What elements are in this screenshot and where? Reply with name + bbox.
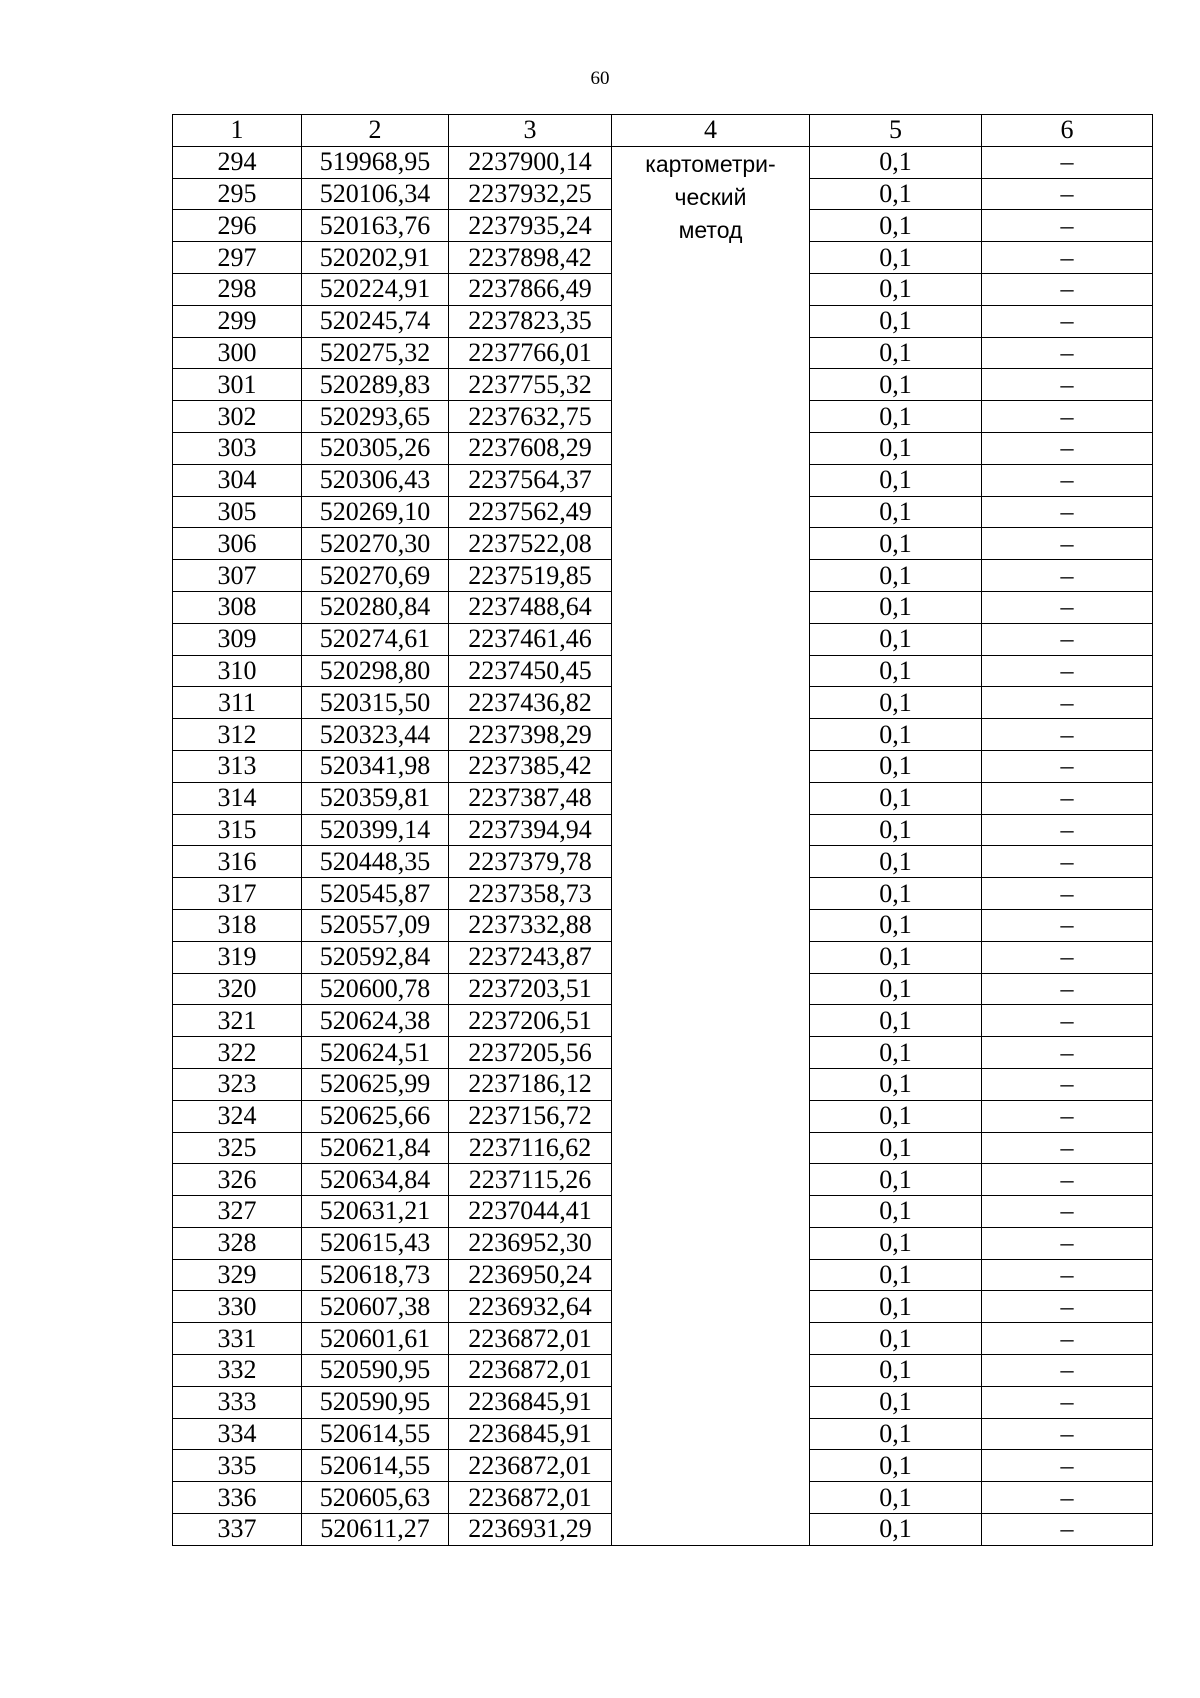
y-coordinate-cell: 2237394,94 xyxy=(449,814,612,846)
accuracy-cell: 0,1 xyxy=(810,846,982,878)
accuracy-cell: 0,1 xyxy=(810,1100,982,1132)
x-coordinate-cell: 520545,87 xyxy=(302,878,449,910)
point-number-cell: 302 xyxy=(173,401,302,433)
y-coordinate-cell: 2237379,78 xyxy=(449,846,612,878)
y-coordinate-cell: 2236872,01 xyxy=(449,1355,612,1387)
accuracy-cell: 0,1 xyxy=(810,305,982,337)
header-cell: 4 xyxy=(612,115,810,147)
note-cell: – xyxy=(982,1164,1153,1196)
accuracy-cell: 0,1 xyxy=(810,146,982,178)
y-coordinate-cell: 2236845,91 xyxy=(449,1386,612,1418)
note-cell: – xyxy=(982,337,1153,369)
point-number-cell: 295 xyxy=(173,178,302,210)
note-cell: – xyxy=(982,878,1153,910)
point-number-cell: 324 xyxy=(173,1100,302,1132)
note-cell: – xyxy=(982,1418,1153,1450)
note-cell: – xyxy=(982,369,1153,401)
x-coordinate-cell: 520298,80 xyxy=(302,655,449,687)
note-cell: – xyxy=(982,941,1153,973)
accuracy-cell: 0,1 xyxy=(810,337,982,369)
accuracy-cell: 0,1 xyxy=(810,178,982,210)
y-coordinate-cell: 2237564,37 xyxy=(449,464,612,496)
point-number-cell: 332 xyxy=(173,1355,302,1387)
x-coordinate-cell: 520601,61 xyxy=(302,1323,449,1355)
x-coordinate-cell: 520557,09 xyxy=(302,909,449,941)
accuracy-cell: 0,1 xyxy=(810,1355,982,1387)
point-number-cell: 297 xyxy=(173,242,302,274)
x-coordinate-cell: 520611,27 xyxy=(302,1514,449,1546)
y-coordinate-cell: 2237488,64 xyxy=(449,591,612,623)
accuracy-cell: 0,1 xyxy=(810,1132,982,1164)
x-coordinate-cell: 520590,95 xyxy=(302,1355,449,1387)
x-coordinate-cell: 520106,34 xyxy=(302,178,449,210)
point-number-cell: 333 xyxy=(173,1386,302,1418)
y-coordinate-cell: 2237823,35 xyxy=(449,305,612,337)
accuracy-cell: 0,1 xyxy=(810,878,982,910)
y-coordinate-cell: 2237522,08 xyxy=(449,528,612,560)
header-cell: 3 xyxy=(449,115,612,147)
note-cell: – xyxy=(982,909,1153,941)
header-row xyxy=(173,115,1153,147)
accuracy-cell: 0,1 xyxy=(810,719,982,751)
accuracy-cell: 0,1 xyxy=(810,1450,982,1482)
x-coordinate-cell: 520289,83 xyxy=(302,369,449,401)
point-number-cell: 326 xyxy=(173,1164,302,1196)
note-cell: – xyxy=(982,782,1153,814)
x-coordinate-cell: 520323,44 xyxy=(302,719,449,751)
method-text-line: ческий xyxy=(674,183,747,210)
y-coordinate-cell: 2236952,30 xyxy=(449,1227,612,1259)
x-coordinate-cell: 520315,50 xyxy=(302,687,449,719)
note-cell: – xyxy=(982,273,1153,305)
x-coordinate-cell: 520614,55 xyxy=(302,1418,449,1450)
x-coordinate-cell: 519968,95 xyxy=(302,146,449,178)
accuracy-cell: 0,1 xyxy=(810,464,982,496)
point-number-cell: 314 xyxy=(173,782,302,814)
note-cell: – xyxy=(982,401,1153,433)
y-coordinate-cell: 2237115,26 xyxy=(449,1164,612,1196)
note-cell: – xyxy=(982,210,1153,242)
y-coordinate-cell: 2237385,42 xyxy=(449,750,612,782)
y-coordinate-cell: 2237387,48 xyxy=(449,782,612,814)
x-coordinate-cell: 520280,84 xyxy=(302,591,449,623)
point-number-cell: 316 xyxy=(173,846,302,878)
method-cell xyxy=(612,146,810,1545)
accuracy-cell: 0,1 xyxy=(810,1196,982,1228)
point-number-cell: 299 xyxy=(173,305,302,337)
point-number-cell: 335 xyxy=(173,1450,302,1482)
x-coordinate-cell: 520399,14 xyxy=(302,814,449,846)
point-number-cell: 318 xyxy=(173,909,302,941)
accuracy-cell: 0,1 xyxy=(810,1386,982,1418)
x-coordinate-cell: 520605,63 xyxy=(302,1482,449,1514)
accuracy-cell: 0,1 xyxy=(810,210,982,242)
accuracy-cell: 0,1 xyxy=(810,1164,982,1196)
note-cell: – xyxy=(982,655,1153,687)
point-number-cell: 323 xyxy=(173,1068,302,1100)
point-number-cell: 329 xyxy=(173,1259,302,1291)
coordinates-table xyxy=(172,114,1153,1546)
note-cell: – xyxy=(982,591,1153,623)
x-coordinate-cell: 520624,38 xyxy=(302,1005,449,1037)
note-cell: – xyxy=(982,1386,1153,1418)
x-coordinate-cell: 520625,66 xyxy=(302,1100,449,1132)
point-number-cell: 322 xyxy=(173,1037,302,1069)
note-cell: – xyxy=(982,1291,1153,1323)
note-cell: – xyxy=(982,814,1153,846)
x-coordinate-cell: 520274,61 xyxy=(302,623,449,655)
accuracy-cell: 0,1 xyxy=(810,782,982,814)
note-cell: – xyxy=(982,496,1153,528)
accuracy-cell: 0,1 xyxy=(810,1227,982,1259)
y-coordinate-cell: 2237900,14 xyxy=(449,146,612,178)
point-number-cell: 309 xyxy=(173,623,302,655)
note-cell: – xyxy=(982,1355,1153,1387)
note-cell: – xyxy=(982,719,1153,751)
page-number: 60 xyxy=(590,68,610,89)
point-number-cell: 334 xyxy=(173,1418,302,1450)
point-number-cell: 311 xyxy=(173,687,302,719)
x-coordinate-cell: 520341,98 xyxy=(302,750,449,782)
note-cell: – xyxy=(982,750,1153,782)
x-coordinate-cell: 520590,95 xyxy=(302,1386,449,1418)
point-number-cell: 319 xyxy=(173,941,302,973)
x-coordinate-cell: 520621,84 xyxy=(302,1132,449,1164)
point-number-cell: 308 xyxy=(173,591,302,623)
point-number-cell: 330 xyxy=(173,1291,302,1323)
note-cell: – xyxy=(982,1037,1153,1069)
y-coordinate-cell: 2237186,12 xyxy=(449,1068,612,1100)
note-cell: – xyxy=(982,305,1153,337)
accuracy-cell: 0,1 xyxy=(810,750,982,782)
accuracy-cell: 0,1 xyxy=(810,973,982,1005)
x-coordinate-cell: 520615,43 xyxy=(302,1227,449,1259)
x-coordinate-cell: 520270,69 xyxy=(302,560,449,592)
point-number-cell: 298 xyxy=(173,273,302,305)
x-coordinate-cell: 520634,84 xyxy=(302,1164,449,1196)
table-body xyxy=(173,115,1153,1546)
note-cell: – xyxy=(982,432,1153,464)
accuracy-cell: 0,1 xyxy=(810,401,982,433)
point-number-cell: 310 xyxy=(173,655,302,687)
note-cell: – xyxy=(982,1132,1153,1164)
y-coordinate-cell: 2236872,01 xyxy=(449,1450,612,1482)
x-coordinate-cell: 520224,91 xyxy=(302,273,449,305)
accuracy-cell: 0,1 xyxy=(810,814,982,846)
accuracy-cell: 0,1 xyxy=(810,496,982,528)
y-coordinate-cell: 2237450,45 xyxy=(449,655,612,687)
accuracy-cell: 0,1 xyxy=(810,528,982,560)
point-number-cell: 331 xyxy=(173,1323,302,1355)
x-coordinate-cell: 520625,99 xyxy=(302,1068,449,1100)
accuracy-cell: 0,1 xyxy=(810,273,982,305)
note-cell: – xyxy=(982,146,1153,178)
y-coordinate-cell: 2237755,32 xyxy=(449,369,612,401)
header-cell: 6 xyxy=(982,115,1153,147)
y-coordinate-cell: 2237156,72 xyxy=(449,1100,612,1132)
accuracy-cell: 0,1 xyxy=(810,1482,982,1514)
y-coordinate-cell: 2237608,29 xyxy=(449,432,612,464)
point-number-cell: 313 xyxy=(173,750,302,782)
point-number-cell: 306 xyxy=(173,528,302,560)
y-coordinate-cell: 2237562,49 xyxy=(449,496,612,528)
x-coordinate-cell: 520306,43 xyxy=(302,464,449,496)
x-coordinate-cell: 520293,65 xyxy=(302,401,449,433)
note-cell: – xyxy=(982,1323,1153,1355)
point-number-cell: 305 xyxy=(173,496,302,528)
x-coordinate-cell: 520202,91 xyxy=(302,242,449,274)
x-coordinate-cell: 520614,55 xyxy=(302,1450,449,1482)
y-coordinate-cell: 2237632,75 xyxy=(449,401,612,433)
y-coordinate-cell: 2237866,49 xyxy=(449,273,612,305)
point-number-cell: 317 xyxy=(173,878,302,910)
note-cell: – xyxy=(982,1450,1153,1482)
x-coordinate-cell: 520607,38 xyxy=(302,1291,449,1323)
note-cell: – xyxy=(982,1514,1153,1546)
y-coordinate-cell: 2237436,82 xyxy=(449,687,612,719)
y-coordinate-cell: 2236931,29 xyxy=(449,1514,612,1546)
y-coordinate-cell: 2236872,01 xyxy=(449,1323,612,1355)
note-cell: – xyxy=(982,1259,1153,1291)
accuracy-cell: 0,1 xyxy=(810,941,982,973)
y-coordinate-cell: 2237243,87 xyxy=(449,941,612,973)
x-coordinate-cell: 520275,32 xyxy=(302,337,449,369)
point-number-cell: 325 xyxy=(173,1132,302,1164)
y-coordinate-cell: 2237898,42 xyxy=(449,242,612,274)
accuracy-cell: 0,1 xyxy=(810,909,982,941)
y-coordinate-cell: 2237044,41 xyxy=(449,1196,612,1228)
method-text-line: метод xyxy=(678,216,743,243)
accuracy-cell: 0,1 xyxy=(810,1418,982,1450)
y-coordinate-cell: 2236950,24 xyxy=(449,1259,612,1291)
y-coordinate-cell: 2236932,64 xyxy=(449,1291,612,1323)
point-number-cell: 312 xyxy=(173,719,302,751)
note-cell: – xyxy=(982,1227,1153,1259)
accuracy-cell: 0,1 xyxy=(810,1068,982,1100)
point-number-cell: 336 xyxy=(173,1482,302,1514)
note-cell: – xyxy=(982,242,1153,274)
point-number-cell: 294 xyxy=(173,146,302,178)
accuracy-cell: 0,1 xyxy=(810,1323,982,1355)
note-cell: – xyxy=(982,846,1153,878)
y-coordinate-cell: 2237932,25 xyxy=(449,178,612,210)
note-cell: – xyxy=(982,178,1153,210)
note-cell: – xyxy=(982,528,1153,560)
accuracy-cell: 0,1 xyxy=(810,623,982,655)
accuracy-cell: 0,1 xyxy=(810,1037,982,1069)
y-coordinate-cell: 2237519,85 xyxy=(449,560,612,592)
point-number-cell: 328 xyxy=(173,1227,302,1259)
y-coordinate-cell: 2237205,56 xyxy=(449,1037,612,1069)
point-number-cell: 304 xyxy=(173,464,302,496)
point-number-cell: 307 xyxy=(173,560,302,592)
accuracy-cell: 0,1 xyxy=(810,560,982,592)
accuracy-cell: 0,1 xyxy=(810,687,982,719)
y-coordinate-cell: 2237398,29 xyxy=(449,719,612,751)
table-row xyxy=(173,146,1153,178)
x-coordinate-cell: 520618,73 xyxy=(302,1259,449,1291)
point-number-cell: 303 xyxy=(173,432,302,464)
y-coordinate-cell: 2237766,01 xyxy=(449,337,612,369)
y-coordinate-cell: 2237358,73 xyxy=(449,878,612,910)
y-coordinate-cell: 2236845,91 xyxy=(449,1418,612,1450)
header-cell: 2 xyxy=(302,115,449,147)
x-coordinate-cell: 520245,74 xyxy=(302,305,449,337)
x-coordinate-cell: 520448,35 xyxy=(302,846,449,878)
note-cell: – xyxy=(982,464,1153,496)
note-cell: – xyxy=(982,1005,1153,1037)
note-cell: – xyxy=(982,687,1153,719)
point-number-cell: 296 xyxy=(173,210,302,242)
point-number-cell: 327 xyxy=(173,1196,302,1228)
y-coordinate-cell: 2237206,51 xyxy=(449,1005,612,1037)
y-coordinate-cell: 2237203,51 xyxy=(449,973,612,1005)
x-coordinate-cell: 520163,76 xyxy=(302,210,449,242)
accuracy-cell: 0,1 xyxy=(810,591,982,623)
note-cell: – xyxy=(982,623,1153,655)
accuracy-cell: 0,1 xyxy=(810,1259,982,1291)
y-coordinate-cell: 2236872,01 xyxy=(449,1482,612,1514)
accuracy-cell: 0,1 xyxy=(810,1514,982,1546)
y-coordinate-cell: 2237935,24 xyxy=(449,210,612,242)
header-cell: 1 xyxy=(173,115,302,147)
note-cell: – xyxy=(982,1196,1153,1228)
point-number-cell: 320 xyxy=(173,973,302,1005)
header-cell: 5 xyxy=(810,115,982,147)
note-cell: – xyxy=(982,1100,1153,1132)
point-number-cell: 337 xyxy=(173,1514,302,1546)
x-coordinate-cell: 520359,81 xyxy=(302,782,449,814)
accuracy-cell: 0,1 xyxy=(810,1291,982,1323)
point-number-cell: 321 xyxy=(173,1005,302,1037)
accuracy-cell: 0,1 xyxy=(810,242,982,274)
x-coordinate-cell: 520592,84 xyxy=(302,941,449,973)
x-coordinate-cell: 520600,78 xyxy=(302,973,449,1005)
point-number-cell: 300 xyxy=(173,337,302,369)
accuracy-cell: 0,1 xyxy=(810,655,982,687)
accuracy-cell: 0,1 xyxy=(810,432,982,464)
method-text-line: картометри- xyxy=(645,150,776,177)
y-coordinate-cell: 2237116,62 xyxy=(449,1132,612,1164)
point-number-cell: 315 xyxy=(173,814,302,846)
note-cell: – xyxy=(982,1482,1153,1514)
y-coordinate-cell: 2237332,88 xyxy=(449,909,612,941)
accuracy-cell: 0,1 xyxy=(810,1005,982,1037)
y-coordinate-cell: 2237461,46 xyxy=(449,623,612,655)
accuracy-cell: 0,1 xyxy=(810,369,982,401)
note-cell: – xyxy=(982,973,1153,1005)
x-coordinate-cell: 520305,26 xyxy=(302,432,449,464)
note-cell: – xyxy=(982,1068,1153,1100)
x-coordinate-cell: 520269,10 xyxy=(302,496,449,528)
x-coordinate-cell: 520631,21 xyxy=(302,1196,449,1228)
note-cell: – xyxy=(982,560,1153,592)
x-coordinate-cell: 520270,30 xyxy=(302,528,449,560)
point-number-cell: 301 xyxy=(173,369,302,401)
x-coordinate-cell: 520624,51 xyxy=(302,1037,449,1069)
